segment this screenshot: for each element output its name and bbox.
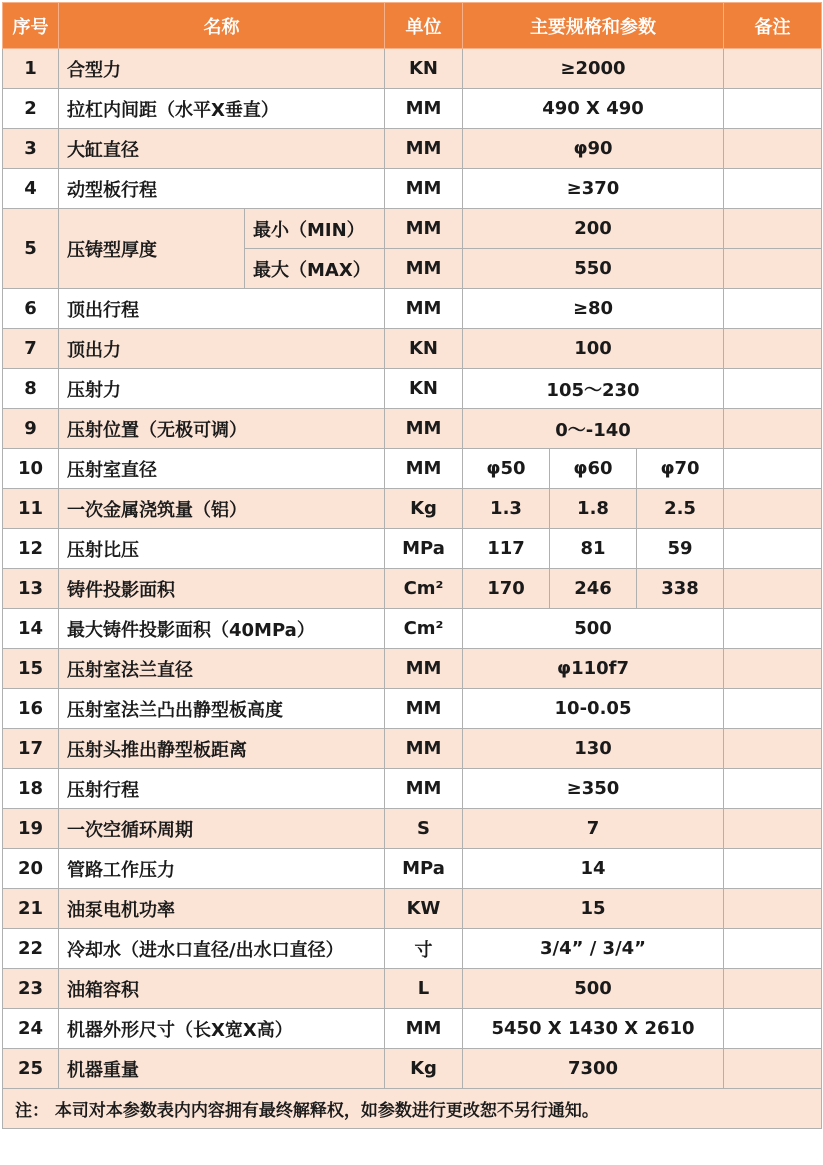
row-value: 105～230 (463, 369, 724, 409)
table-row (3, 1009, 822, 1049)
row-name: 合型力 (59, 49, 385, 89)
row-name: 机器重量 (59, 1049, 385, 1089)
row-no: 11 (3, 489, 59, 529)
table-row (3, 489, 822, 529)
header-unit: 单位 (385, 3, 463, 49)
table-row (3, 369, 822, 409)
header-spec: 主要规格和参数 (463, 3, 724, 49)
row-unit: Cm² (385, 569, 463, 609)
table-row (3, 649, 822, 689)
table-row (3, 1049, 822, 1089)
row-unit: KW (385, 889, 463, 929)
spec-table (2, 2, 822, 1129)
table-row (3, 449, 822, 489)
row-value: φ60 (550, 449, 637, 489)
row-name: 机器外形尺寸（长X宽X高） (59, 1009, 385, 1049)
row-name: 冷却水（进水口直径/出水口直径） (59, 929, 385, 969)
row-name: 一次金属浇筑量（铝） (59, 489, 385, 529)
row-value: 81 (550, 529, 637, 569)
row-no: 2 (3, 89, 59, 129)
row-no: 3 (3, 129, 59, 169)
row-no: 8 (3, 369, 59, 409)
table-row (3, 89, 822, 129)
row-value: 59 (637, 529, 724, 569)
row-value: ≥80 (463, 289, 724, 329)
row-unit: MM (385, 409, 463, 449)
row-remark (724, 449, 822, 489)
row-no: 10 (3, 449, 59, 489)
row-remark (724, 849, 822, 889)
row-value: φ70 (637, 449, 724, 489)
row-value: 550 (463, 249, 724, 289)
row-value: 117 (463, 529, 550, 569)
row-name: 顶出力 (59, 329, 385, 369)
row-name: 压射室法兰凸出静型板高度 (59, 689, 385, 729)
row-no: 5 (3, 209, 59, 289)
table-row (3, 929, 822, 969)
row-remark (724, 529, 822, 569)
row-name: 顶出行程 (59, 289, 385, 329)
row-remark (724, 729, 822, 769)
row-unit: MM (385, 289, 463, 329)
table-row (3, 289, 822, 329)
row-unit: Kg (385, 489, 463, 529)
row-name: 压射室法兰直径 (59, 649, 385, 689)
table-row (3, 49, 822, 89)
row-name: 拉杠内间距（水平X垂直） (59, 89, 385, 129)
row-remark (724, 969, 822, 1009)
row-value: 1.3 (463, 489, 550, 529)
row-name: 管路工作压力 (59, 849, 385, 889)
table-row (3, 569, 822, 609)
table-row (3, 329, 822, 369)
row-remark (724, 409, 822, 449)
row-unit: MM (385, 169, 463, 209)
row-no: 18 (3, 769, 59, 809)
row-sub-label: 最大（MAX） (245, 249, 385, 289)
row-remark (724, 289, 822, 329)
row-unit: MM (385, 649, 463, 689)
row-value: 2.5 (637, 489, 724, 529)
row-remark (724, 809, 822, 849)
header-name: 名称 (59, 3, 385, 49)
table-row (3, 169, 822, 209)
row-value: 7 (463, 809, 724, 849)
row-value: 5450 X 1430 X 2610 (463, 1009, 724, 1049)
row-value: 10-0.05 (463, 689, 724, 729)
row-value: 7300 (463, 1049, 724, 1089)
table-row (3, 729, 822, 769)
row-remark (724, 169, 822, 209)
row-value: 14 (463, 849, 724, 889)
row-no: 6 (3, 289, 59, 329)
table-row (3, 129, 822, 169)
row-no: 24 (3, 1009, 59, 1049)
row-no: 22 (3, 929, 59, 969)
row-value: 338 (637, 569, 724, 609)
row-remark (724, 369, 822, 409)
table-row (3, 809, 822, 849)
row-no: 25 (3, 1049, 59, 1089)
row-value: 100 (463, 329, 724, 369)
row-remark (724, 769, 822, 809)
header-no: 序号 (3, 3, 59, 49)
row-unit: MM (385, 129, 463, 169)
row-unit: MM (385, 689, 463, 729)
row-name: 油泵电机功率 (59, 889, 385, 929)
row-value: 200 (463, 209, 724, 249)
row-remark (724, 689, 822, 729)
row-value: φ110f7 (463, 649, 724, 689)
row-remark (724, 249, 822, 289)
row-value: 500 (463, 969, 724, 1009)
row-no: 9 (3, 409, 59, 449)
row-unit: Cm² (385, 609, 463, 649)
row-value: 500 (463, 609, 724, 649)
row-no: 20 (3, 849, 59, 889)
row-no: 1 (3, 49, 59, 89)
row-no: 15 (3, 649, 59, 689)
row-value: 3/4” / 3/4” (463, 929, 724, 969)
row-remark (724, 889, 822, 929)
row-unit: KN (385, 369, 463, 409)
row-no: 13 (3, 569, 59, 609)
row-value: 246 (550, 569, 637, 609)
row-name: 大缸直径 (59, 129, 385, 169)
row-no: 17 (3, 729, 59, 769)
row-name: 压射力 (59, 369, 385, 409)
row-remark (724, 929, 822, 969)
table-row (3, 849, 822, 889)
row-unit: MM (385, 209, 463, 249)
row-no: 12 (3, 529, 59, 569)
row-value: 490 X 490 (463, 89, 724, 129)
row-value: 1.8 (550, 489, 637, 529)
row-no: 4 (3, 169, 59, 209)
row-name: 压射头推出静型板距离 (59, 729, 385, 769)
row-value: φ90 (463, 129, 724, 169)
row-value: 0～-140 (463, 409, 724, 449)
row-name: 压射行程 (59, 769, 385, 809)
row-remark (724, 329, 822, 369)
row-value: 170 (463, 569, 550, 609)
row-value: φ50 (463, 449, 550, 489)
row-unit: S (385, 809, 463, 849)
row-remark (724, 569, 822, 609)
table-row (3, 209, 822, 249)
row-remark (724, 129, 822, 169)
footnote: 注： 本司对本参数表内内容拥有最终解释权，如参数进行更改恕不另行通知。 (3, 1089, 822, 1129)
spec-table-body (3, 3, 822, 1129)
row-remark (724, 489, 822, 529)
row-value: 15 (463, 889, 724, 929)
table-row (3, 769, 822, 809)
row-value: ≥350 (463, 769, 724, 809)
row-sub-label: 最小（MIN） (245, 209, 385, 249)
row-name: 铸件投影面积 (59, 569, 385, 609)
row-no: 21 (3, 889, 59, 929)
row-name: 一次空循环周期 (59, 809, 385, 849)
header-remark: 备注 (724, 3, 822, 49)
table-row (3, 529, 822, 569)
row-unit: L (385, 969, 463, 1009)
row-name: 最大铸件投影面积（40MPa） (59, 609, 385, 649)
row-remark (724, 649, 822, 689)
row-value: ≥370 (463, 169, 724, 209)
row-remark (724, 49, 822, 89)
row-unit: MPa (385, 849, 463, 889)
row-unit: MM (385, 729, 463, 769)
row-unit: MM (385, 1009, 463, 1049)
table-row (3, 689, 822, 729)
row-unit: MPa (385, 529, 463, 569)
row-unit: KN (385, 49, 463, 89)
row-unit: MM (385, 89, 463, 129)
row-name: 压射位置（无极可调） (59, 409, 385, 449)
row-remark (724, 1009, 822, 1049)
row-remark (724, 209, 822, 249)
table-row (3, 889, 822, 929)
row-unit: Kg (385, 1049, 463, 1089)
note-row (3, 1089, 822, 1129)
row-name: 压铸型厚度 (59, 209, 245, 289)
row-no: 19 (3, 809, 59, 849)
row-no: 14 (3, 609, 59, 649)
row-unit: MM (385, 769, 463, 809)
table-header-row (3, 3, 822, 49)
row-no: 7 (3, 329, 59, 369)
row-no: 23 (3, 969, 59, 1009)
row-name: 压射比压 (59, 529, 385, 569)
table-row (3, 609, 822, 649)
row-remark (724, 609, 822, 649)
row-unit: MM (385, 449, 463, 489)
row-remark (724, 1049, 822, 1089)
row-remark (724, 89, 822, 129)
row-name: 动型板行程 (59, 169, 385, 209)
row-unit: MM (385, 249, 463, 289)
table-row (3, 969, 822, 1009)
row-unit: 寸 (385, 929, 463, 969)
row-name: 油箱容积 (59, 969, 385, 1009)
row-name: 压射室直径 (59, 449, 385, 489)
row-value: 130 (463, 729, 724, 769)
table-row (3, 409, 822, 449)
row-unit: KN (385, 329, 463, 369)
row-value: ≥2000 (463, 49, 724, 89)
row-no: 16 (3, 689, 59, 729)
